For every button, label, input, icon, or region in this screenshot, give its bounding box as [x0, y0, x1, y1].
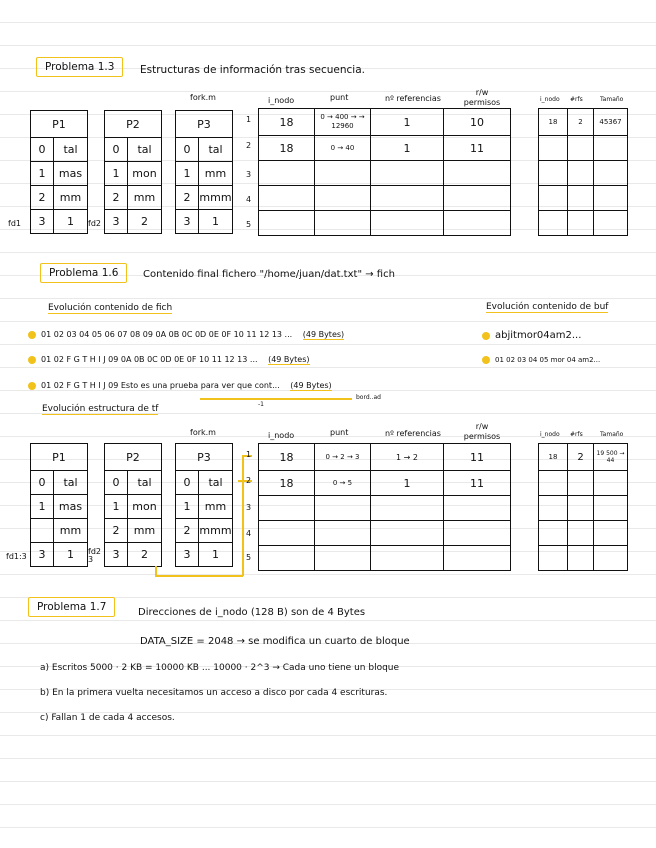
fd2-label: fd2 [88, 219, 101, 228]
p2-fd: 0 [105, 471, 128, 495]
fd1-label-2: fd1:3 [6, 552, 27, 561]
p1-header: P1 [31, 444, 88, 471]
cell [315, 186, 371, 211]
cell [594, 521, 628, 546]
row-num: 5 [246, 220, 252, 229]
p2-fd: 3 [105, 210, 128, 234]
cell [568, 521, 594, 546]
p17-c: c) Fallan 1 de cada 4 accesos. [40, 713, 175, 723]
p17-line1: Direcciones de i_nodo (128 B) son de 4 Bytes [138, 607, 366, 618]
col-rfs-small: #rfs [570, 96, 583, 103]
p1-entry: mas [54, 162, 88, 186]
buf-b [482, 355, 600, 364]
cell [539, 161, 568, 186]
cell [259, 161, 315, 186]
p1-entry: 1 [54, 543, 88, 567]
cell [444, 211, 511, 236]
cell: 2 [568, 109, 594, 136]
seq-b [28, 355, 310, 364]
p1-fd-table [30, 110, 88, 234]
p3-fd: 2 [176, 186, 199, 210]
row-num: 4 [246, 195, 252, 204]
cell [568, 471, 594, 496]
cell [594, 161, 628, 186]
cell [315, 521, 371, 546]
p1-entry: tal [54, 138, 88, 162]
col-perms: r/w permisos [463, 88, 501, 107]
row-num: 1 [246, 450, 252, 459]
p3-fd: 0 [176, 138, 199, 162]
p3-entry: mmm [199, 186, 233, 210]
cell [594, 186, 628, 211]
cell [568, 546, 594, 571]
col-perms-2: r/w permisos [463, 422, 501, 441]
p2-fd: 2 [105, 186, 128, 210]
cell [444, 496, 511, 521]
connector [242, 455, 244, 576]
cell [594, 546, 628, 571]
p1-fd: 0 [31, 138, 54, 162]
p2-header: P2 [105, 111, 162, 138]
cell: 0 → 2 → 3 [315, 444, 371, 471]
p3-fd-table [175, 110, 233, 234]
cell: 0 → 400 → → 12960 [315, 109, 371, 136]
p3-entry: tal [199, 138, 233, 162]
cell: 1 → 2 [371, 444, 444, 471]
cell: 1 [371, 109, 444, 136]
col-inodo-small-2: i_nodo [540, 431, 560, 438]
p2-entry: mm [128, 186, 162, 210]
cell [594, 136, 628, 161]
col-punt-2: punt [330, 428, 349, 437]
cell [539, 546, 568, 571]
cell [259, 521, 315, 546]
p1-entry: mm [54, 186, 88, 210]
buf-a [482, 330, 581, 341]
cell [539, 471, 568, 496]
open-file-table-2 [258, 443, 511, 571]
p2-fd: 1 [105, 495, 128, 519]
p1-entry: mas [54, 495, 88, 519]
p1-entry: 1 [54, 210, 88, 234]
cell: 18 [259, 471, 315, 496]
seq-a-text: 01 02 03 04 05 06 07 08 09 0A 0B 0C 0D 0E 0F 10 11 12 13 ... [41, 330, 293, 339]
cell [371, 161, 444, 186]
cell [259, 211, 315, 236]
p3-fd-table-2 [175, 443, 233, 567]
cell [444, 161, 511, 186]
p3-entry: mmm [199, 519, 233, 543]
cell [371, 521, 444, 546]
cell: 18 [259, 444, 315, 471]
buf-a-text: abjitmor04am2... [495, 330, 582, 341]
col-inodo: i_nodo [268, 96, 295, 105]
cell [539, 186, 568, 211]
cell [371, 496, 444, 521]
col-size-small-2: Tamaño [600, 431, 624, 438]
col-punt: punt [330, 93, 349, 102]
problem-1-3-label: Problema 1.3 [36, 57, 123, 77]
p2-entry: mon [128, 495, 162, 519]
open-file-table [258, 108, 511, 236]
cell: 11 [444, 444, 511, 471]
cell [539, 521, 568, 546]
seq-a-bytes: (49 Bytes) [302, 330, 345, 339]
row-num: 3 [246, 170, 252, 179]
p2-fd-table [104, 110, 162, 234]
p3-fd: 3 [176, 543, 199, 567]
p3-fd: 1 [176, 495, 199, 519]
row-num: 2 [246, 141, 252, 150]
cell [568, 496, 594, 521]
p2-entry: 2 [128, 210, 162, 234]
buf-b-text: 01 02 03 04 05 mor 04 am2... [495, 356, 601, 364]
cell: 2 [568, 444, 594, 471]
fork-label-2: fork.m [190, 428, 216, 437]
p2-entry: tal [128, 471, 162, 495]
seq-c [28, 381, 332, 390]
p3-header: P3 [176, 111, 233, 138]
row-num: 5 [246, 553, 252, 562]
cell [259, 546, 315, 571]
cell [594, 211, 628, 236]
cell [315, 496, 371, 521]
p2-entry: mm [128, 519, 162, 543]
cell [568, 161, 594, 186]
cell [444, 546, 511, 571]
col-refs-2: nº referencias [385, 429, 441, 438]
p2-fd: 1 [105, 162, 128, 186]
col-refs: nº referencias [385, 94, 441, 103]
row-num: 4 [246, 529, 252, 538]
p3-fd: 0 [176, 471, 199, 495]
problem-1-7-label: Problema 1.7 [28, 597, 115, 617]
p2-entry: 2 [128, 543, 162, 567]
problem-1-6-label: Problema 1.6 [40, 263, 127, 283]
cell [259, 186, 315, 211]
seq-a [28, 330, 344, 339]
cell [594, 471, 628, 496]
p3-entry: mm [199, 495, 233, 519]
seq-c-text: 01 02 F G T H I J 09 Esto es una prueba para ver que cont... [41, 381, 280, 390]
p2-fd: 2 [105, 519, 128, 543]
cell [444, 186, 511, 211]
row-num: 2 [246, 476, 252, 485]
p3-entry: 1 [199, 210, 233, 234]
inode-table-2 [538, 443, 628, 571]
cell [539, 496, 568, 521]
row-num: 3 [246, 503, 252, 512]
evo-tf-title: Evolución estructura de tf [42, 404, 159, 414]
cell [315, 546, 371, 571]
evo-fich-title: Evolución contenido de fich [48, 303, 173, 313]
col-inodo-small: i_nodo [540, 96, 560, 103]
p1-entry: mm [54, 519, 88, 543]
p17-a: a) Escritos 5000 · 2 KB = 10000 KB ... 10000 · 2^3 → Cada uno tiene un bloque [40, 663, 400, 673]
row-num: 1 [246, 115, 252, 124]
cell: 1 [371, 136, 444, 161]
cell [568, 136, 594, 161]
p1-fd: 0 [31, 471, 54, 495]
problem-1-3-title: Estructuras de información tras secuencia. [140, 64, 365, 76]
p3-entry: 1 [199, 543, 233, 567]
cell: 45367 [594, 109, 628, 136]
p1-fd: 1 [31, 162, 54, 186]
p17-line2: DATA_SIZE = 2048 → se modifica un cuarto de bloque [140, 636, 410, 647]
cell [371, 211, 444, 236]
seq-c-note-right: bord..ad [356, 394, 381, 401]
p1-fd [31, 519, 54, 543]
p2-fd-table-2 [104, 443, 162, 567]
p3-entry: tal [199, 471, 233, 495]
p2-header: P2 [105, 444, 162, 471]
p3-fd: 3 [176, 210, 199, 234]
cell: 11 [444, 471, 511, 496]
cell [315, 161, 371, 186]
cell [371, 546, 444, 571]
inode-table [538, 108, 628, 236]
problem-1-6-title: Contenido final fichero "/home/juan/dat.txt" → fich [143, 269, 395, 280]
seq-c-note-left: -1 [258, 401, 264, 408]
cell: 1 [371, 471, 444, 496]
col-inodo-2: i_nodo [268, 431, 295, 440]
cell: 18 [539, 109, 568, 136]
p3-fd: 1 [176, 162, 199, 186]
p1-header: P1 [31, 111, 88, 138]
cell: 0 → 40 [315, 136, 371, 161]
col-size-small: Tamaño [600, 96, 624, 103]
p17-b: b) En la primera vuelta necesitamos un acceso a disco por cada 4 escrituras. [40, 688, 388, 698]
fd2-label-2: fd2 3 [88, 547, 101, 564]
p2-fd: 3 [105, 543, 128, 567]
p2-entry: mon [128, 162, 162, 186]
p1-fd: 3 [31, 543, 54, 567]
p1-fd: 1 [31, 495, 54, 519]
p1-entry: tal [54, 471, 88, 495]
cell [594, 496, 628, 521]
p1-fd-table-2 [30, 443, 88, 567]
p2-fd: 0 [105, 138, 128, 162]
cell [539, 136, 568, 161]
cell: 19 500 → 44 [594, 444, 628, 471]
p1-fd: 3 [31, 210, 54, 234]
cell: 10 [444, 109, 511, 136]
col-rfs-small-2: #rfs [570, 431, 583, 438]
cell [568, 186, 594, 211]
cell: 18 [539, 444, 568, 471]
cell: 11 [444, 136, 511, 161]
cell [315, 211, 371, 236]
cell: 18 [259, 136, 315, 161]
connector [155, 575, 243, 577]
cell: 0 → 5 [315, 471, 371, 496]
fd1-label: fd1 [8, 219, 21, 228]
p1-fd: 2 [31, 186, 54, 210]
p3-fd: 2 [176, 519, 199, 543]
cell [539, 211, 568, 236]
cell [444, 521, 511, 546]
cell [371, 186, 444, 211]
seq-b-text: 01 02 F G T H I J 09 0A 0B 0C 0D 0E 0F 10 11 12 13 ... [41, 355, 258, 364]
cell [259, 496, 315, 521]
p2-entry: tal [128, 138, 162, 162]
evo-buf-title: Evolución contenido de buf [486, 302, 609, 312]
p3-entry: mm [199, 162, 233, 186]
seq-c-bytes: (49 Bytes) [290, 381, 332, 390]
p3-header: P3 [176, 444, 233, 471]
cell [568, 211, 594, 236]
fork-label: fork.m [190, 93, 216, 102]
cell: 18 [259, 109, 315, 136]
seq-b-bytes: (49 Bytes) [268, 355, 310, 364]
